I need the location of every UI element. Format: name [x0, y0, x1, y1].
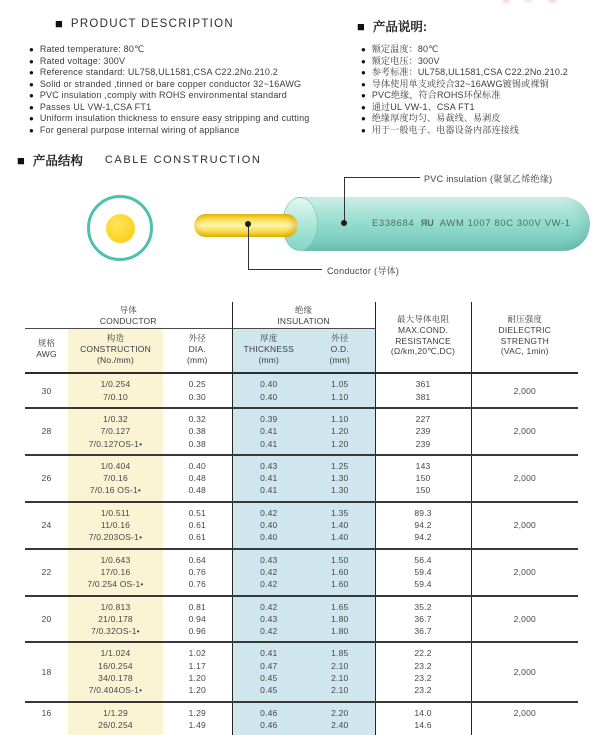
spec-row-awg-30 — [25, 373, 578, 408]
cell-line: 1.40 — [331, 532, 349, 543]
bullet-icon: ● — [361, 114, 366, 124]
dielectric-header-en1: DIELECTRIC — [498, 324, 552, 335]
conductor-leader-dot — [245, 221, 251, 227]
cell-line: 1.20 — [188, 673, 206, 684]
cell-line: 1.10 — [331, 391, 349, 402]
resistance-cell — [375, 408, 471, 455]
bullet-icon: ● — [361, 102, 366, 112]
spec-table — [25, 302, 578, 735]
cell-line: 1/0.643 — [100, 554, 131, 565]
bullet-icon: ● — [361, 45, 366, 54]
cell-line: 0.42 — [260, 566, 278, 577]
cell-line: 11/0.16 — [100, 520, 131, 531]
bullet-item — [29, 44, 309, 56]
construction-cell — [68, 408, 163, 455]
awg-cell: 24 — [41, 520, 52, 531]
cell-line: 239 — [415, 426, 431, 437]
thickness-header-cn: 厚度 — [260, 333, 278, 343]
cell-line: 0.40 — [260, 391, 278, 402]
product-description-title-cn — [357, 17, 427, 35]
cell-line: 0.42 — [260, 507, 278, 518]
cell-line: 14.0 — [414, 707, 432, 718]
od-cell — [305, 642, 375, 701]
cell-line: 1.10 — [331, 413, 349, 424]
bullet-text: PVC insulation ,comply with ROHS environmental standard — [39, 90, 287, 101]
dia-cell — [163, 408, 232, 455]
resistance-header-unit: (Ω/km,20℃,DC) — [390, 346, 456, 357]
cell-line: 1.20 — [188, 685, 206, 696]
awg-cell: 26 — [41, 473, 52, 484]
awg-cell: 18 — [41, 666, 52, 677]
cell-line: 0.76 — [188, 579, 206, 590]
cell-line: 34/0.178 — [98, 673, 133, 684]
cell-line: 2.10 — [331, 660, 349, 671]
od-cell — [305, 702, 375, 735]
product-description-list-en — [29, 44, 309, 136]
cell-line: 7/0.254 OS-1• — [87, 579, 144, 590]
cell-line: 1.85 — [331, 648, 349, 659]
bullet-text: 用于一般电子、电器设备内部连接线 — [371, 124, 520, 135]
construction-cell — [68, 702, 163, 735]
cell-line: 1.02 — [188, 648, 206, 659]
cell-line: 7/0.127 — [100, 426, 131, 437]
cell-line: 36.7 — [414, 613, 432, 624]
cell-line: 0.40 — [260, 520, 278, 531]
cable-construction-title — [17, 151, 261, 169]
cell-line: 1/0.254 — [100, 379, 131, 390]
bullet-icon: ● — [361, 68, 366, 78]
dia-cell — [163, 373, 232, 408]
insulation-group-en: INSULATION — [277, 315, 330, 326]
cell-line: 0.61 — [188, 520, 206, 531]
conductor-leader-line-vertical — [248, 224, 249, 269]
resistance-header-en2: RESISTANCE — [395, 335, 451, 346]
cell-line: 1/0.32 — [103, 413, 128, 424]
cell-line: 89.3 — [414, 507, 432, 518]
cable-print-text — [372, 218, 571, 229]
pvc-leader-line-vertical — [344, 177, 345, 222]
awg-cell: 20 — [41, 613, 52, 624]
bullet-text: For general purpose internal wiring of appliance — [39, 124, 240, 135]
cell-line: 0.61 — [188, 532, 206, 543]
thickness-column-header — [232, 329, 305, 374]
pvc-insulation-label: PVC insulation (聚氯乙烯绝缘) — [424, 174, 553, 184]
spec-row-awg-24 — [25, 502, 578, 549]
product-description-heading-cn: 产品说明: — [372, 20, 428, 34]
cell-line: 0.32 — [188, 413, 206, 424]
cell-line: 0.51 — [188, 507, 206, 518]
cell-line: 0.46 — [260, 707, 278, 718]
cell-line: 0.41 — [260, 473, 278, 484]
cell-line: 35.2 — [414, 601, 432, 612]
cell-line: 0.48 — [188, 473, 206, 484]
cell-line: 150 — [415, 485, 431, 496]
cell-line: 239 — [415, 438, 431, 449]
bullet-text: PVC绝缘，符合ROHS环保标准 — [371, 90, 501, 101]
cell-line: 2.20 — [331, 707, 349, 718]
cell-line: 0.43 — [260, 613, 278, 624]
resistance-cell — [375, 702, 471, 735]
dielectric-header-en2: STRENGTH — [500, 335, 549, 346]
bullet-text: Solid or stranded ,tinned or bare copper conductor 32~16AWG — [39, 78, 302, 89]
awg-column-header — [25, 329, 68, 374]
od-cell — [305, 502, 375, 549]
construction-header-en: CONSTRUCTION — [80, 343, 151, 354]
bullet-icon: ● — [361, 91, 366, 101]
bullet-icon: ● — [29, 68, 34, 78]
bullet-item — [361, 67, 568, 79]
cell-line: 23.2 — [414, 685, 432, 696]
cell-line: 0.40 — [188, 460, 206, 471]
cell-line: 1.80 — [331, 613, 349, 624]
cell-line: 1/1.024 — [100, 648, 131, 659]
spec-table-body — [25, 373, 578, 735]
od-header-cn: 外径 — [331, 333, 349, 343]
cell-line: 0.46 — [260, 719, 278, 730]
dielectric-header-unit: (VAC, 1min) — [500, 346, 549, 357]
cell-line: 1/0.404 — [100, 460, 131, 471]
od-cell — [305, 373, 375, 408]
resistance-cell — [375, 549, 471, 596]
bullet-item — [29, 125, 309, 137]
cell-line: 59.4 — [414, 566, 432, 577]
cell-line: 16/0.254 — [98, 660, 133, 671]
cell-line: 2.10 — [331, 673, 349, 684]
resistance-cell — [375, 502, 471, 549]
cell-line: 1.17 — [188, 660, 206, 671]
cable-construction-heading-cn: 产品结构 — [32, 154, 83, 168]
bullet-item — [361, 113, 568, 125]
cell-line: 0.38 — [188, 426, 206, 437]
cell-line: 1.05 — [331, 379, 349, 390]
bullet-icon: ● — [29, 91, 34, 101]
construction-cell — [68, 502, 163, 549]
thickness-cell — [232, 702, 305, 735]
cell-line: 0.40 — [260, 532, 278, 543]
construction-column-header — [68, 329, 163, 374]
cell-line: 7/0.16 — [103, 473, 128, 484]
cable-cross-section — [87, 195, 153, 261]
bullet-icon: ● — [29, 45, 34, 54]
awg-header-en: AWG — [36, 349, 57, 360]
construction-cell — [68, 373, 163, 408]
bullet-text: Rated temperature: 80℃ — [39, 44, 145, 54]
bullet-item — [29, 67, 309, 79]
dielectric-cell: 2,000 — [513, 426, 536, 437]
cell-line: 22.2 — [414, 648, 432, 659]
cell-line: 1.25 — [331, 460, 349, 471]
pvc-leader-dot — [341, 220, 347, 226]
cell-line: 0.45 — [260, 685, 278, 696]
thickness-cell — [232, 408, 305, 455]
insulation-group-header — [232, 302, 375, 329]
cell-line: 0.45 — [260, 673, 278, 684]
awg-cell: 22 — [41, 566, 52, 577]
bullet-text: Reference standard: UL758,UL1581,CSA C22.2No.210.2 — [39, 67, 278, 78]
resistance-header-cn: 最大导体电阻 — [396, 314, 450, 325]
bullet-item — [361, 102, 568, 114]
bullet-text: 参考标准：UL758,UL1581,CSA C22.2No.210.2 — [371, 67, 568, 78]
cell-line: 0.96 — [188, 626, 206, 637]
cell-line: 1.30 — [331, 473, 349, 484]
bullet-icon: ● — [29, 125, 34, 135]
cell-line: 0.48 — [188, 485, 206, 496]
construction-cell — [68, 455, 163, 502]
bullet-item — [29, 79, 309, 91]
cell-line: 1/1.29 — [103, 707, 128, 718]
bullet-text: Rated voltage: 300V — [39, 55, 126, 66]
cable-print-cert: E338684 — [372, 218, 415, 229]
dia-cell — [163, 502, 232, 549]
bullet-icon: ● — [29, 79, 34, 89]
resistance-column-header — [375, 302, 471, 373]
spec-table-wrap — [25, 302, 578, 735]
spec-row-awg-22 — [25, 549, 578, 596]
cell-line: 0.25 — [188, 379, 206, 390]
cell-line: 1/0.511 — [100, 507, 131, 518]
cell-line: 1.80 — [331, 626, 349, 637]
thickness-cell — [232, 502, 305, 549]
cell-line: 0.47 — [260, 660, 278, 671]
thickness-cell — [232, 642, 305, 701]
group-header-row — [25, 302, 578, 329]
dia-cell — [163, 642, 232, 701]
bullet-item — [361, 79, 568, 91]
cell-line: 0.41 — [260, 485, 278, 496]
dielectric-cell: 2,000 — [513, 520, 536, 531]
ul-recognized-mark-icon: ЯU — [420, 218, 434, 228]
product-description-heading: PRODUCT DESCRIPTION — [70, 17, 234, 30]
cell-line: 26/0.254 — [98, 719, 133, 730]
conductor-group-en: CONDUCTOR — [99, 315, 157, 326]
dia-cell — [163, 596, 232, 643]
spec-row-awg-28 — [25, 408, 578, 455]
construction-header-unit: (No./mm) — [96, 354, 134, 365]
dia-cell — [163, 549, 232, 596]
cable-construction-heading-en: CABLE CONSTRUCTION — [104, 154, 262, 166]
dia-column-header — [163, 329, 232, 374]
cell-line: 7/0.16 OS-1• — [89, 485, 142, 496]
spec-row-awg-18 — [25, 642, 578, 701]
cell-line: 0.94 — [188, 613, 206, 624]
cell-line: 0.40 — [260, 379, 278, 390]
cell-line: 1.49 — [188, 719, 206, 730]
od-header-unit: (mm) — [329, 354, 351, 365]
bullet-item — [361, 44, 568, 56]
cell-line: 23.2 — [414, 660, 432, 671]
dielectric-cell: 2,000 — [513, 707, 536, 718]
square-bullet-icon: ■ — [357, 18, 365, 34]
bullet-icon: ● — [29, 114, 34, 124]
cell-line: 17/0.16 — [100, 566, 131, 577]
od-cell — [305, 455, 375, 502]
cell-line: 7/0.203OS-1• — [88, 532, 143, 543]
cell-line: 1.29 — [188, 707, 206, 718]
cell-line: 14.6 — [414, 719, 432, 730]
conductor-group-header — [25, 302, 232, 329]
construction-cell — [68, 549, 163, 596]
bullet-text: 额定电压：300V — [371, 55, 440, 66]
bullet-text: 绝缘厚度均匀、易裁线、易剥皮 — [371, 113, 501, 124]
bullet-icon: ● — [29, 56, 34, 66]
thickness-cell — [232, 549, 305, 596]
awg-header-cn: 规格 — [37, 338, 56, 349]
dielectric-header-cn: 耐压强度 — [507, 314, 543, 325]
resistance-header-en1: MAX.COND. — [398, 324, 449, 335]
cell-line: 227 — [415, 413, 431, 424]
square-bullet-icon: ■ — [17, 152, 25, 168]
bullet-text: Uniform insulation thickness to ensure easy stripping and cutting — [39, 113, 310, 124]
bullet-item — [29, 113, 309, 125]
bullet-item — [29, 56, 309, 68]
od-cell — [305, 549, 375, 596]
cell-line: 381 — [415, 391, 431, 402]
cell-line: 0.41 — [260, 438, 278, 449]
cell-line: 0.39 — [260, 413, 278, 424]
resistance-cell — [375, 642, 471, 701]
thickness-header-en: THICKNESS — [243, 343, 294, 354]
construction-header-cn: 构造 — [106, 333, 125, 343]
cell-line: 0.43 — [260, 460, 278, 471]
cell-line: 0.30 — [188, 391, 206, 402]
cable-print-spec: AWM 1007 80C 300V VW-1 — [439, 218, 571, 229]
dia-header-en: DIA. — [188, 343, 206, 354]
cell-line: 2.10 — [331, 685, 349, 696]
bullet-item — [29, 102, 309, 114]
bullet-icon: ● — [29, 102, 34, 112]
construction-cell — [68, 596, 163, 643]
bullet-icon: ● — [361, 56, 366, 66]
conductor-group-cn: 导体 — [119, 305, 137, 315]
thickness-header-unit: (mm) — [258, 354, 280, 365]
dielectric-cell: 2,000 — [513, 666, 536, 677]
cell-line: 0.81 — [188, 601, 206, 612]
bullet-item — [361, 90, 568, 102]
dia-header-cn: 外径 — [188, 333, 206, 343]
square-bullet-icon: ■ — [55, 16, 63, 31]
od-header-en: O.D. — [330, 343, 349, 354]
cell-line: 59.4 — [414, 579, 432, 590]
thickness-cell — [232, 455, 305, 502]
cell-line: 23.2 — [414, 673, 432, 684]
bullet-icon: ● — [361, 79, 366, 89]
cell-line: 94.2 — [414, 520, 432, 531]
cell-line: 7/0.32OS-1• — [91, 626, 140, 637]
cell-line: 21/0.178 — [98, 613, 133, 624]
od-column-header — [305, 329, 375, 374]
dielectric-column-header — [471, 302, 578, 373]
dielectric-cell: 2,000 — [513, 566, 536, 577]
cell-line: 150 — [415, 473, 431, 484]
bullet-item — [361, 125, 568, 137]
dia-header-unit: (mm) — [186, 354, 208, 365]
cell-line: 143 — [415, 460, 431, 471]
bullet-item — [361, 56, 568, 68]
resistance-cell — [375, 596, 471, 643]
dielectric-cell: 2,000 — [513, 385, 536, 396]
cell-line: 7/0.404OS-1• — [88, 685, 143, 696]
cell-line: 2.40 — [331, 719, 349, 730]
cell-line: 1.60 — [331, 579, 349, 590]
cell-line: 1.20 — [331, 438, 349, 449]
product-description-list-cn — [361, 44, 568, 136]
cell-line: 56.4 — [414, 554, 432, 565]
awg-cell: 16 — [41, 707, 52, 718]
bullet-item — [29, 90, 309, 102]
dielectric-cell: 2,000 — [513, 473, 536, 484]
thickness-cell — [232, 373, 305, 408]
conductor-label: Conductor (导体) — [327, 266, 400, 276]
bullet-icon: ● — [361, 125, 366, 135]
cell-line: 0.41 — [260, 426, 278, 437]
dia-cell — [163, 455, 232, 502]
awg-cell: 28 — [41, 426, 52, 437]
pvc-leader-line-horizontal — [344, 177, 420, 178]
bullet-text: 额定温度：80℃ — [371, 44, 439, 54]
cell-line: 1/0.813 — [100, 601, 131, 612]
cell-line: 361 — [415, 379, 431, 390]
od-cell — [305, 596, 375, 643]
cell-line: 1.60 — [331, 566, 349, 577]
cell-line: 0.76 — [188, 566, 206, 577]
cell-line: 7/0.10 — [103, 391, 128, 402]
cell-line: 0.43 — [260, 554, 278, 565]
cell-line: 1.20 — [331, 426, 349, 437]
od-cell — [305, 408, 375, 455]
dia-cell — [163, 702, 232, 735]
cell-line: 1.30 — [331, 485, 349, 496]
insulation-group-cn: 绝缘 — [294, 305, 313, 315]
product-description-title-en — [55, 17, 234, 30]
bullet-text: 通过UL VW-1、CSA FT1 — [371, 101, 475, 112]
cell-line: 7/0.127OS-1• — [88, 438, 143, 449]
resistance-cell — [375, 373, 471, 408]
cell-line: 0.42 — [260, 579, 278, 590]
cell-line: 0.41 — [260, 648, 278, 659]
thickness-cell — [232, 596, 305, 643]
spec-row-awg-20 — [25, 596, 578, 643]
cell-line: 0.64 — [188, 554, 206, 565]
resistance-cell — [375, 455, 471, 502]
cell-line: 0.42 — [260, 601, 278, 612]
bullet-text: Passes UL VW-1,CSA FT1 — [39, 101, 152, 112]
spec-row-awg-16 — [25, 702, 578, 735]
construction-cell — [68, 642, 163, 701]
cell-line: 1.35 — [331, 507, 349, 518]
cell-line: 94.2 — [414, 532, 432, 543]
cell-line: 1.50 — [331, 554, 349, 565]
cell-line: 36.7 — [414, 626, 432, 637]
conductor-core-circle — [106, 214, 135, 243]
spec-row-awg-26 — [25, 455, 578, 502]
conductor-leader-line-horizontal — [248, 269, 322, 270]
dielectric-cell: 2,000 — [513, 613, 536, 624]
bullet-text: 导体使用单支或绞合32~16AWG镀锡或裸铜 — [371, 78, 549, 89]
cell-line: 0.38 — [188, 438, 206, 449]
cropped-logo-remnant — [498, 0, 566, 7]
cell-line: 1.40 — [331, 520, 349, 531]
cell-line: 1.65 — [331, 601, 349, 612]
awg-cell: 30 — [41, 385, 52, 396]
cell-line: 0.42 — [260, 626, 278, 637]
